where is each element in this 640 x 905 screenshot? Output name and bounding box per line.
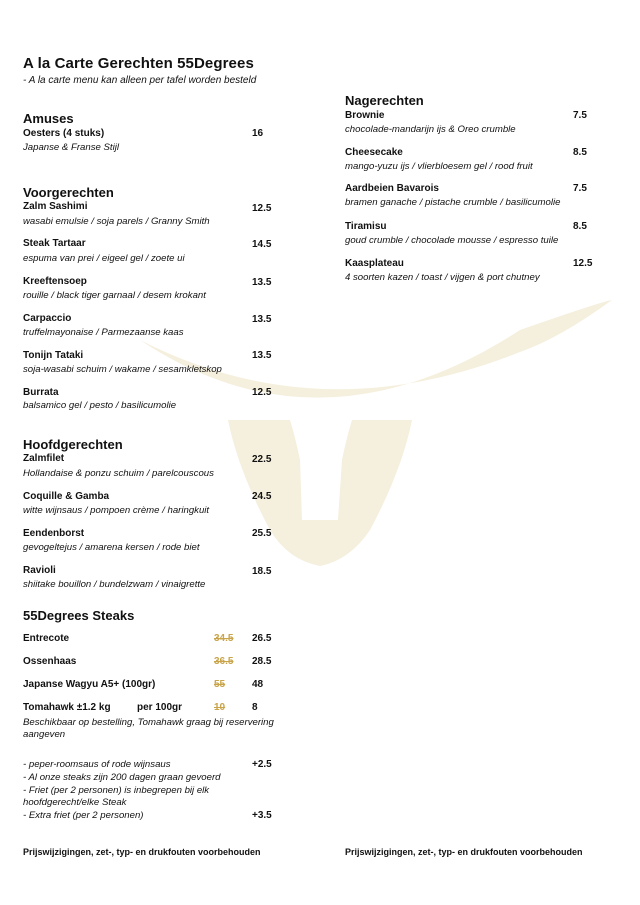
- extra-sauce-price: +2.5: [252, 759, 272, 770]
- dish-description: wasabi emulsie / soja parels / Granny Smith: [23, 216, 210, 227]
- dish-price: 13.5: [252, 314, 272, 325]
- extra-fries-included: - Friet (per 2 personen) is inbegrepen bij elk hoofdgerecht/elke Steak: [23, 785, 210, 808]
- watermark-horns: [140, 300, 612, 398]
- dish-name: Zalm Sashimi: [23, 201, 88, 212]
- footer-disclaimer-right: Prijswijzigingen, zet-, typ- en drukfouten voorbehouden: [345, 847, 583, 857]
- dish-price: 12.5: [252, 387, 272, 398]
- dish-name: Burrata: [23, 387, 59, 398]
- dish-price: 22.5: [252, 454, 272, 465]
- steak-name: Ossenhaas: [23, 656, 77, 667]
- steaks-heading: 55Degrees Steaks: [23, 608, 135, 623]
- page-title: A la Carte Gerechten 55Degrees: [23, 55, 254, 72]
- extra-fries-price: +3.5: [252, 810, 272, 821]
- dish-name: Coquille & Gamba: [23, 491, 110, 502]
- steak-name: Entrecote: [23, 633, 70, 644]
- extra-fries: - Extra friet (per 2 personen): [23, 810, 144, 821]
- extra-sauce: - peper-roomsaus of rode wijnsaus: [23, 759, 171, 770]
- dish-description: chocolade-mandarijn ijs & Oreo crumble: [345, 124, 516, 135]
- dish-description: goud crumble / chocolade mousse / espresso tuile: [345, 235, 559, 246]
- dish-price: 18.5: [252, 566, 272, 577]
- steak-name: Tomahawk ±1.2 kg: [23, 702, 111, 713]
- dish-price: 14.5: [252, 239, 272, 250]
- dish-price: 7.5: [573, 110, 587, 121]
- dish-name: Kreeftensoep: [23, 276, 87, 287]
- dish-description: Japanse & Franse Stijl: [23, 142, 119, 153]
- dish-price: 8.5: [573, 147, 587, 158]
- dish-description: soja-wasabi schuim / wakame / sesamkletskop: [23, 364, 222, 375]
- dish-price: 24.5: [252, 491, 272, 502]
- steaks-note: Beschikbaar op bestelling, Tomahawk graag bij reservering aangeven: [23, 717, 274, 740]
- dish-name: Zalmfilet: [23, 453, 65, 464]
- dish-description: truffelmayonaise / Parmezaanse kaas: [23, 327, 184, 338]
- dish-name: Brownie: [345, 110, 385, 121]
- dish-description: bramen ganache / pistache crumble / basilicumolie: [345, 197, 561, 208]
- dish-price: 12.5: [573, 258, 593, 269]
- dish-price: 13.5: [252, 350, 272, 361]
- steak-price: 8: [252, 702, 258, 713]
- dish-name: Eendenborst: [23, 528, 85, 539]
- dish-price: 16: [252, 128, 264, 139]
- dish-description: shiitake bouillon / bundelzwam / vinaigrette: [23, 579, 206, 590]
- dish-price: 13.5: [252, 277, 272, 288]
- dish-description: balsamico gel / pesto / basilicumolie: [23, 400, 177, 411]
- dish-description: 4 soorten kazen / toast / vijgen & port chutney: [345, 272, 540, 283]
- steak-price: 28.5: [252, 656, 272, 667]
- dish-name: Cheesecake: [345, 147, 403, 158]
- steak-price: 48: [252, 679, 264, 690]
- dish-description: gevogeltejus / amarena kersen / rode biet: [23, 542, 200, 553]
- dish-description: witte wijnsaus / pompoen crème / haringkuit: [23, 505, 210, 516]
- dish-description: espuma van prei / eigeel gel / zoete ui: [23, 253, 185, 264]
- voorgerechten-heading: Voorgerechten: [23, 185, 114, 200]
- steak-old-price: 10: [214, 702, 226, 713]
- dish-price: 8.5: [573, 221, 587, 232]
- dish-description: rouille / black tiger garnaal / desem krokant: [23, 290, 206, 301]
- dish-name: Tiramisu: [345, 221, 387, 232]
- steak-unit: per 100gr: [137, 702, 183, 713]
- dish-name: Ravioli: [23, 565, 56, 576]
- hoofdgerechten-heading: Hoofdgerechten: [23, 437, 123, 452]
- dish-description: mango-yuzu ijs / vlierbloesem gel / rood fruit: [345, 161, 533, 172]
- page-subtitle: - A la carte menu kan alleen per tafel worden besteld: [23, 75, 257, 86]
- dish-price: 12.5: [252, 203, 272, 214]
- nagerechten-heading: Nagerechten: [345, 93, 424, 108]
- dish-name: Steak Tartaar: [23, 238, 86, 249]
- dish-price: 7.5: [573, 183, 587, 194]
- steak-price: 26.5: [252, 633, 272, 644]
- dish-name: Aardbeien Bavarois: [345, 183, 439, 194]
- dish-name: Kaasplateau: [345, 258, 404, 269]
- steak-old-price: 34.5: [214, 633, 234, 644]
- dish-name: Tonijn Tataki: [23, 350, 84, 361]
- steak-old-price: 55: [214, 679, 226, 690]
- dish-description: Hollandaise & ponzu schuim / parelcouscous: [23, 468, 214, 479]
- steak-old-price: 36.5: [214, 656, 234, 667]
- footer-disclaimer-left: Prijswijzigingen, zet-, typ- en drukfouten voorbehouden: [23, 847, 261, 857]
- dish-name: Carpaccio: [23, 313, 72, 324]
- steak-name: Japanse Wagyu A5+ (100gr): [23, 679, 156, 690]
- dish-price: 25.5: [252, 528, 272, 539]
- amuses-heading: Amuses: [23, 111, 74, 126]
- extra-aged-note: - Al onze steaks zijn 200 dagen graan gevoerd: [23, 772, 221, 783]
- dish-name: Oesters (4 stuks): [23, 128, 105, 139]
